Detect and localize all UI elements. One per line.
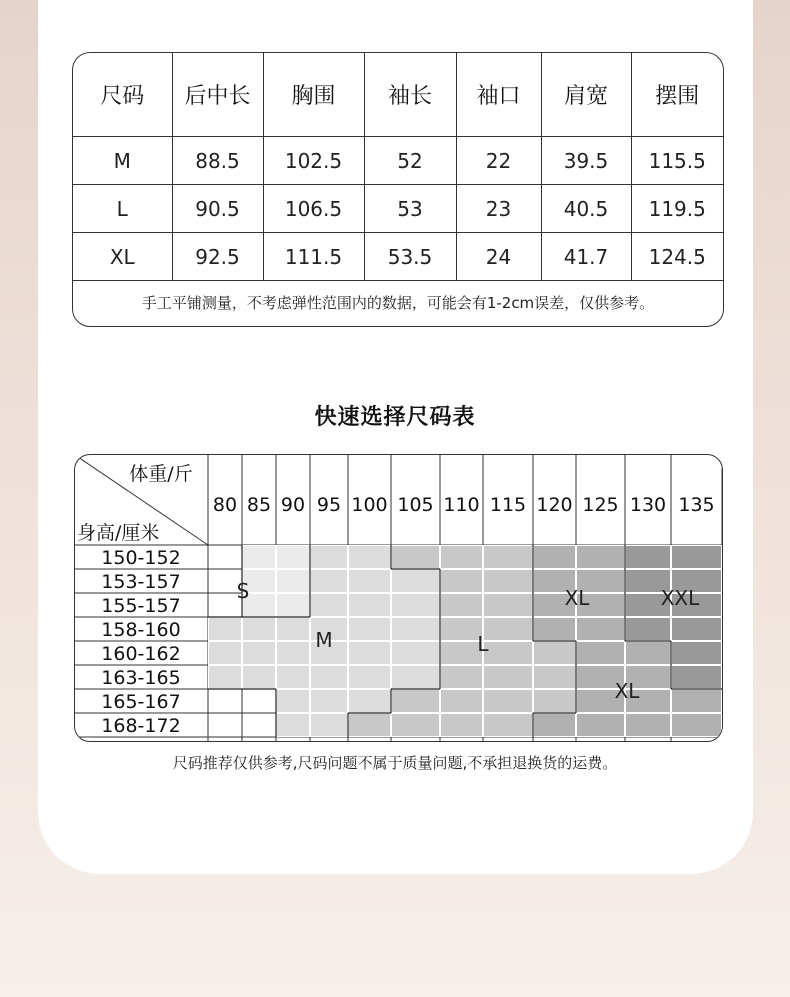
- grid-cell: [440, 569, 483, 593]
- grid-cell: [671, 641, 722, 665]
- table-cell: L: [73, 185, 172, 233]
- weight-label: 135: [678, 494, 715, 516]
- header-cell: 袖长: [364, 53, 456, 137]
- table-cell: 92.5: [172, 233, 263, 281]
- grid-cell: [483, 593, 533, 617]
- grid-cell: [440, 689, 483, 713]
- grid-cell: [276, 569, 310, 593]
- table-cell: 88.5: [172, 137, 263, 185]
- grid-cell: [440, 545, 483, 569]
- grid-cell: [310, 713, 348, 737]
- grid-cell: [576, 641, 625, 665]
- zone-label: M: [315, 628, 333, 652]
- grid-cell: [348, 689, 391, 713]
- zone-label: XL: [564, 586, 590, 610]
- grid-cell: [576, 713, 625, 737]
- header-cell: 摆围: [631, 53, 723, 137]
- weight-label: 90: [280, 494, 306, 516]
- header-cell: 肩宽: [541, 53, 631, 137]
- grid-cell: [671, 689, 722, 713]
- grid-cell: [208, 641, 242, 665]
- grid-cell: [310, 665, 348, 689]
- grid-cell: [310, 689, 348, 713]
- table-cell: 53: [364, 185, 456, 233]
- grid-cell: [625, 713, 671, 737]
- grid-cell: [276, 665, 310, 689]
- height-label: 160-162: [101, 643, 181, 665]
- grid-cell: [440, 593, 483, 617]
- height-label: 168-172: [101, 715, 181, 737]
- grid-cell: [348, 569, 391, 593]
- weight-label: 105: [397, 494, 434, 516]
- grid-cell: [242, 641, 276, 665]
- grid-cell: [533, 617, 576, 641]
- zone-label: XXL: [660, 586, 700, 610]
- zone-label: XL: [614, 679, 640, 703]
- grid-cell: [625, 641, 671, 665]
- grid-cell: [483, 713, 533, 737]
- table-header-row: [73, 53, 723, 137]
- weight-label: 110: [443, 494, 480, 516]
- grid-cell: [310, 569, 348, 593]
- grid-cell: [276, 641, 310, 665]
- grid-cell: [276, 713, 310, 737]
- grid-cell: [533, 689, 576, 713]
- table-cell: 41.7: [541, 233, 631, 281]
- zone-label: S: [236, 579, 250, 603]
- table-cell: 119.5: [631, 185, 723, 233]
- grid-cell: [671, 545, 722, 569]
- quick-guide-title: 快速选择尺码表: [314, 405, 476, 430]
- grid-cell: [671, 665, 722, 689]
- table-cell: 102.5: [263, 137, 364, 185]
- grid-cell: [208, 545, 242, 569]
- table-row: [73, 137, 723, 185]
- recommendation-note: 尺码推荐仅供参考,尺码问题不属于质量问题,不承担退换货的运费。: [172, 754, 618, 772]
- grid-cell: [483, 689, 533, 713]
- grid-cell: [533, 641, 576, 665]
- height-label: 150-152: [101, 547, 181, 569]
- header-cell: 胸围: [263, 53, 364, 137]
- table-cell: 115.5: [631, 137, 723, 185]
- header-cell: 后中长: [172, 53, 263, 137]
- table-row: [73, 233, 723, 281]
- grid-cell: [533, 665, 576, 689]
- grid-cell: [391, 545, 440, 569]
- grid-cell: [440, 713, 483, 737]
- grid-cell: [276, 545, 310, 569]
- grid-cell: [576, 617, 625, 641]
- grid-cell: [533, 545, 576, 569]
- grid-cell: [310, 545, 348, 569]
- table-cell: 39.5: [541, 137, 631, 185]
- weight-label: 100: [351, 494, 388, 516]
- grid-cell: [208, 713, 242, 737]
- height-label: 165-167: [101, 691, 181, 713]
- table-cell: 40.5: [541, 185, 631, 233]
- grid-cell: [576, 545, 625, 569]
- grid-cell: [348, 617, 391, 641]
- table-cell: XL: [73, 233, 172, 281]
- grid-cell: [242, 665, 276, 689]
- grid-cell: [242, 713, 276, 737]
- weight-label: 95: [316, 494, 342, 516]
- measurement-note: 手工平铺测量，不考虑弹性范围内的数据，可能会有1-2cm误差，仅供参考。: [141, 294, 655, 312]
- grid-cell: [276, 617, 310, 641]
- grid-cell: [208, 689, 242, 713]
- table-cell: 111.5: [263, 233, 364, 281]
- grid-cell: [391, 713, 440, 737]
- grid-cell: [391, 641, 440, 665]
- size-measurement-table: [72, 52, 724, 327]
- weight-label: 120: [536, 494, 573, 516]
- grid-cell: [533, 713, 576, 737]
- table-cell: 23: [456, 185, 541, 233]
- grid-cell: [391, 689, 440, 713]
- table-cell: M: [73, 137, 172, 185]
- table-cell: 90.5: [172, 185, 263, 233]
- grid-cell: [625, 617, 671, 641]
- height-axis-label: 身高/厘米: [77, 522, 160, 544]
- grid-cell: [483, 617, 533, 641]
- header-cell: 袖口: [456, 53, 541, 137]
- table-cell: 24: [456, 233, 541, 281]
- grid-cell: [348, 593, 391, 617]
- table-cell: 53.5: [364, 233, 456, 281]
- table-cell: 106.5: [263, 185, 364, 233]
- table-cell: 124.5: [631, 233, 723, 281]
- height-label: 158-160: [101, 619, 181, 641]
- grid-cell: [348, 713, 391, 737]
- weight-label: 130: [629, 494, 667, 516]
- grid-cell: [671, 713, 722, 737]
- grid-cell: [391, 569, 440, 593]
- grid-cell: [242, 617, 276, 641]
- grid-cell: [671, 617, 722, 641]
- grid-cell: [483, 569, 533, 593]
- grid-cell: [625, 545, 671, 569]
- height-label: 155-157: [101, 595, 181, 617]
- height-label: 153-157: [101, 571, 181, 593]
- zone-label: L: [477, 632, 489, 656]
- weight-label: 115: [489, 494, 527, 516]
- grid-cell: [391, 593, 440, 617]
- grid-cell: [483, 665, 533, 689]
- weight-label: 125: [582, 494, 619, 516]
- weight-axis-label: 体重/斤: [129, 463, 193, 485]
- grid-cell: [348, 641, 391, 665]
- grid-cell: [440, 665, 483, 689]
- grid-cell: [242, 545, 276, 569]
- grid-cell: [276, 689, 310, 713]
- grid-cell: [310, 593, 348, 617]
- grid-cell: [348, 665, 391, 689]
- table-cell: 22: [456, 137, 541, 185]
- grid-cell: [208, 617, 242, 641]
- grid-cell: [483, 641, 533, 665]
- grid-cell: [208, 665, 242, 689]
- grid-cell: [391, 665, 440, 689]
- grid-cell: [242, 689, 276, 713]
- weight-label: 80: [212, 494, 238, 516]
- table-cell: 52: [364, 137, 456, 185]
- quick-size-grid: [74, 454, 723, 742]
- header-cell: 尺码: [73, 53, 172, 137]
- table-row: [73, 185, 723, 233]
- size-grid-svg: [75, 455, 722, 741]
- grid-cell: [348, 545, 391, 569]
- grid-cell: [276, 593, 310, 617]
- grid-cell: [391, 617, 440, 641]
- height-label: 163-165: [101, 667, 181, 689]
- weight-label: 85: [246, 494, 272, 516]
- grid-cell: [483, 545, 533, 569]
